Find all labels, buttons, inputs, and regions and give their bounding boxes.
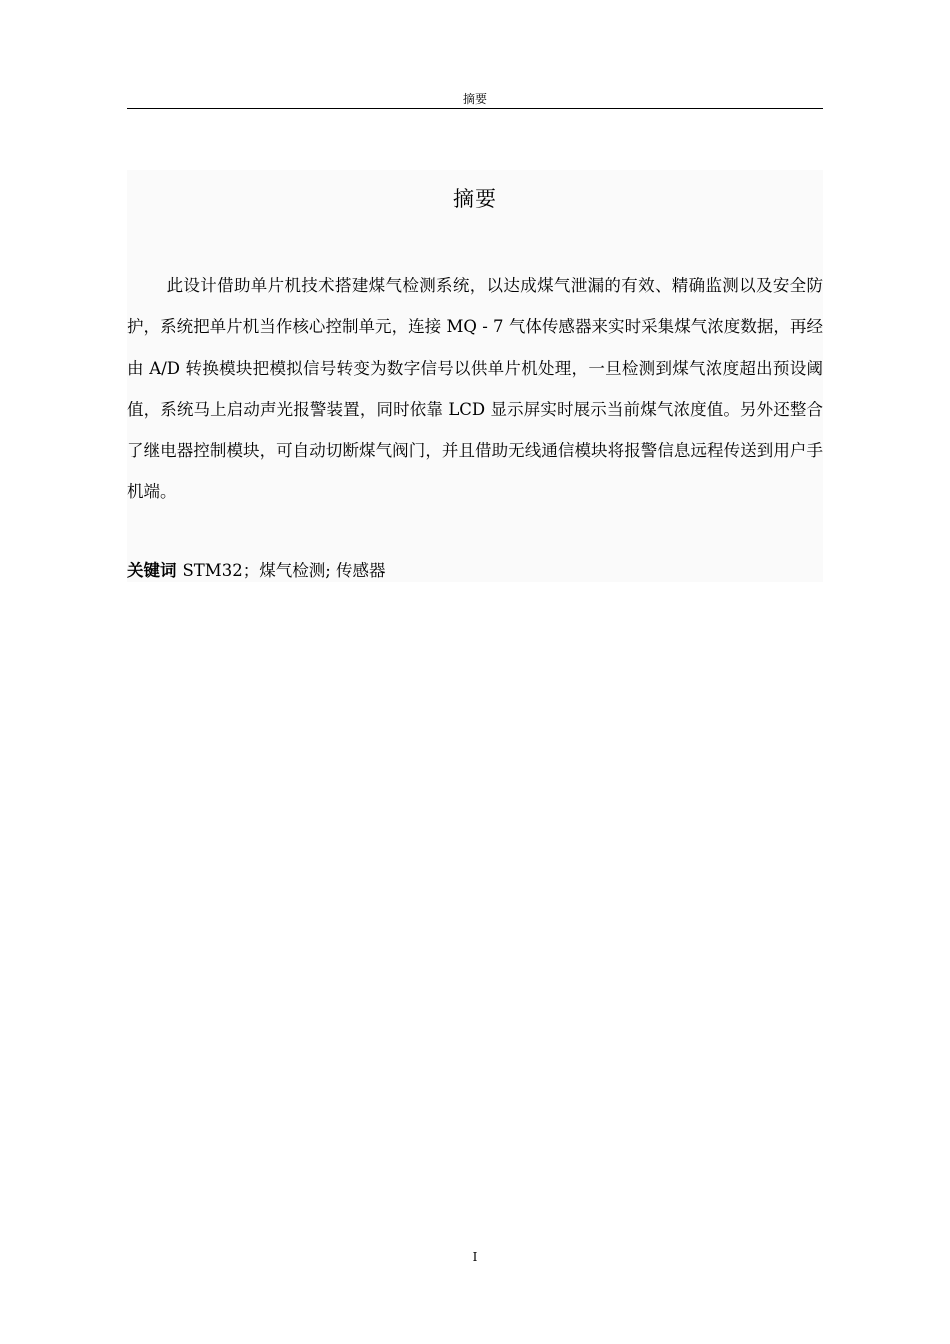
header-rule bbox=[127, 108, 823, 109]
keywords-label: 关键词 bbox=[127, 561, 177, 580]
running-header: 摘要 bbox=[462, 92, 487, 106]
page-number: I bbox=[472, 1250, 478, 1264]
abstract-body: 此设计借助单片机技术搭建煤气检测系统，以达成煤气泄漏的有效、精确监测以及安全防护，系统把单片机当作核心控制单元，连接 MQ - 7 气体传感器来实时采集煤气浓度数据，再经由 A/D 转换模块把模拟信号转变为数字信号以供单片机处理，一旦检测到煤气浓度超出预设阈值，系统马上启动声光报警装置，同时依靠 LCD 显示屏实时展示当前煤气浓度值。另外还整合了继电器控制模块，可自动切断煤气阀门，并且借助无线通信模块将报警信息远程传送到用户手机端。 bbox=[127, 276, 823, 502]
abstract-title: 摘要 bbox=[453, 187, 497, 211]
keywords-line bbox=[127, 558, 823, 584]
keywords-values: STM32；煤气检测; 传感器 bbox=[182, 561, 386, 580]
